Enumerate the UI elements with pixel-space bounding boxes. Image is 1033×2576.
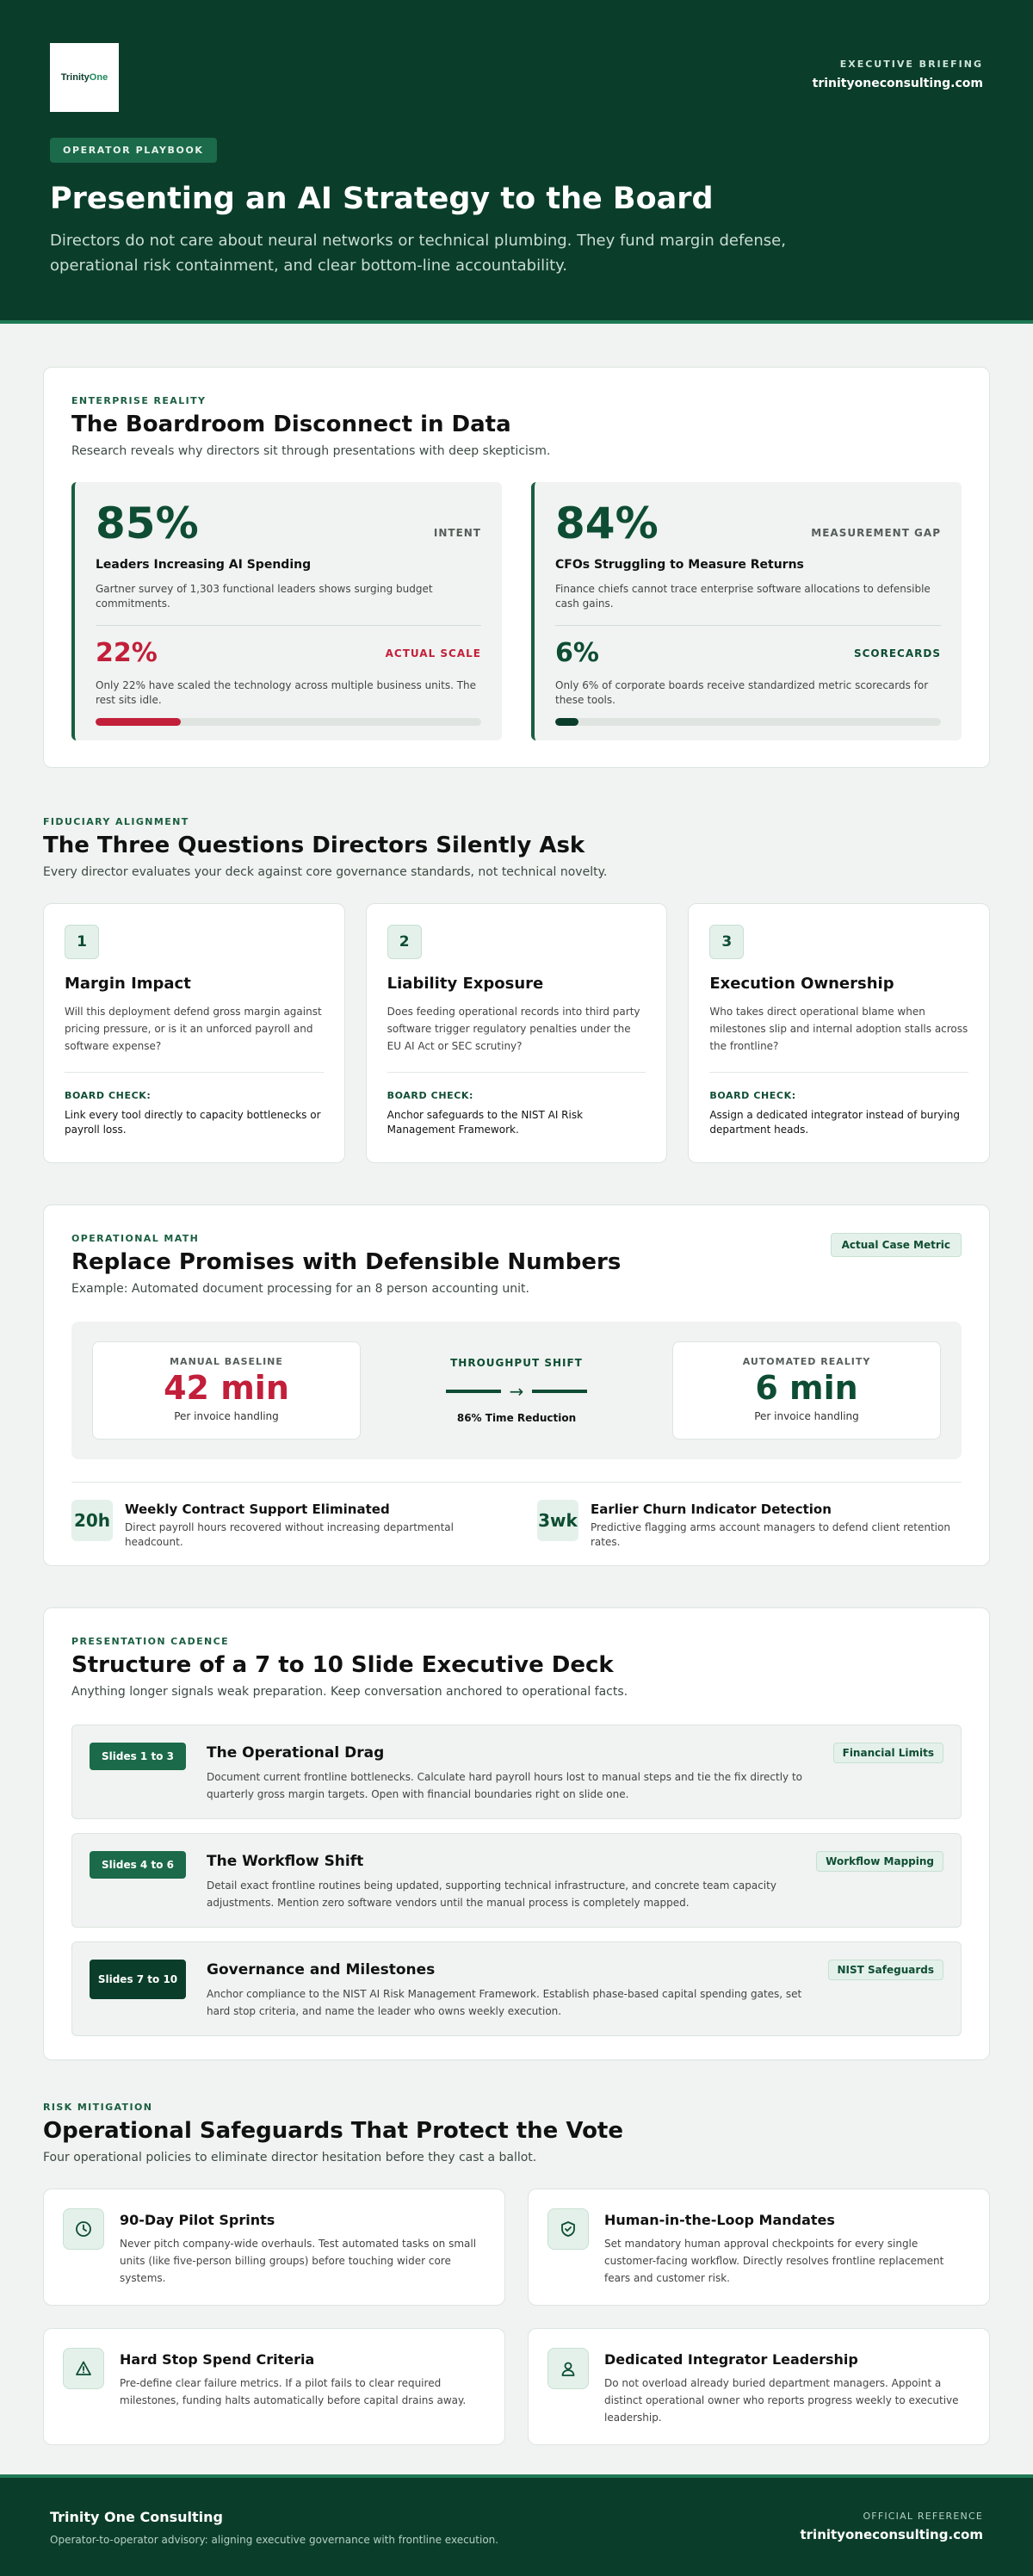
slide-range-badge: Slides 1 to 3 <box>90 1743 186 1770</box>
page-subtitle: Directors do not care about neural networks or technical plumbing. They fund margin defense, operational risk containment, and clear bottom-line accountability. <box>50 232 786 275</box>
safeguard-title: 90-Day Pilot Sprints <box>120 2212 275 2228</box>
safeguard-desc: Do not overload already buried department managers. Appoint a distinct operational owner who reports progress weekly to executive leadership. <box>604 2377 959 2424</box>
question-description: Does feeding operational records into third party software trigger regulatory penalties under the EU AI Act or SEC scrutiny? <box>387 1006 640 1052</box>
manual-baseline-box <box>92 1341 361 1440</box>
stat-card-measurement <box>531 482 962 740</box>
safeguard-title: Hard Stop Spend Criteria <box>120 2351 315 2368</box>
footer <box>0 2474 1033 2576</box>
manual-value: 42 min <box>164 1369 289 1407</box>
safeguard-card-human-loop <box>528 2189 990 2306</box>
safeguard-desc: Set mandatory human approval checkpoints for every single customer-facing workflow. Directly resolves frontline replacement fears and customer risk. <box>604 2238 944 2284</box>
question-card-margin <box>43 903 345 1163</box>
slide-range-badge: Slides 4 to 6 <box>90 1851 186 1879</box>
section-subtitle: Example: Automated document processing for an 8 person accounting unit. <box>71 1282 529 1296</box>
section-title: Structure of a 7 to 10 Slide Executive Deck <box>71 1652 614 1678</box>
safeguard-card-pilot <box>43 2189 505 2306</box>
section-eyebrow: ENTERPRISE REALITY <box>71 395 207 406</box>
question-number: 1 <box>65 925 99 959</box>
mini-metric <box>71 1500 496 1550</box>
question-description: Will this deployment defend gross margin against pricing pressure, or is it an unforced payroll and software expense? <box>65 1006 322 1052</box>
stat-value: 84% <box>555 498 659 548</box>
board-check-text: Anchor safeguards to the NIST AI Risk Management Framework. <box>387 1109 584 1136</box>
shift-label: THROUGHPUT SHIFT <box>450 1357 583 1369</box>
auto-foot: Per invoice handling <box>754 1410 859 1422</box>
safeguard-card-hard-stop <box>43 2328 505 2445</box>
question-title: Liability Exposure <box>387 975 544 993</box>
slide-row <box>71 1833 962 1928</box>
manual-label: MANUAL BASELINE <box>170 1356 283 1367</box>
stat-heading: Leaders Increasing AI Spending <box>96 558 312 572</box>
warning-icon <box>63 2348 104 2389</box>
substat-value: 6% <box>555 638 599 668</box>
stat-tag: INTENT <box>433 527 481 539</box>
section-title: The Boardroom Disconnect in Data <box>71 412 511 437</box>
section-boardroom-disconnect <box>43 367 990 768</box>
slide-row-desc: Anchor compliance to the NIST AI Risk Management Framework. Establish phase-based capital spending gates, set hard stop criteria, and name the leader who owns weekly execution. <box>207 1988 802 2017</box>
slide-row-title: Governance and Milestones <box>207 1961 436 1978</box>
footer-tagline: Operator-to-operator advisory: aligning executive governance with frontline execution. <box>50 2534 499 2546</box>
section-safeguards <box>43 2102 990 2445</box>
stat-description: Finance chiefs cannot trace enterprise software allocations to defensible cash gains. <box>555 583 931 610</box>
mini-metric-title: Weekly Contract Support Eliminated <box>125 1502 390 1517</box>
header-meta <box>813 59 983 90</box>
briefing-label: EXECUTIVE BRIEFING <box>839 59 983 70</box>
mini-metric-badge: 20h <box>71 1500 113 1541</box>
slide-row-desc: Document current frontline bottlenecks. Calculate hard payroll hours lost to manual steps and tie the fix directly to quarterly gross margin targets. Open with financial boundaries right on slide one. <box>207 1771 802 1800</box>
shift-reduction: 86% Time Reduction <box>456 1412 577 1424</box>
stat-tag: MEASUREMENT GAP <box>811 527 941 539</box>
slide-row-tag: Workflow Mapping <box>816 1851 943 1872</box>
section-three-questions <box>43 816 990 1163</box>
question-card-liability <box>366 903 668 1163</box>
section-eyebrow: OPERATIONAL MATH <box>71 1233 200 1244</box>
throughput-shift <box>413 1357 620 1424</box>
progress-bar-fill <box>555 718 578 726</box>
board-check-text: Link every tool directly to capacity bottlenecks or payroll loss. <box>65 1109 321 1136</box>
section-title: The Three Questions Directors Silently Ask <box>43 833 585 858</box>
slide-row <box>71 1941 962 2036</box>
logo <box>50 43 119 112</box>
auto-label: AUTOMATED REALITY <box>742 1356 871 1367</box>
substat-description: Only 22% have scaled the technology across multiple business units. The rest sits idle. <box>96 679 477 706</box>
safeguard-card-integrator <box>528 2328 990 2445</box>
logo-text-b: One <box>89 72 108 83</box>
question-number: 3 <box>709 925 744 959</box>
footer-brand: Trinity One Consulting <box>50 2509 223 2525</box>
question-title: Margin Impact <box>65 975 191 993</box>
safeguard-desc: Pre-define clear failure metrics. If a pilot fails to clear required milestones, funding halts automatically before capital drains away. <box>120 2377 467 2406</box>
automated-reality-box <box>672 1341 941 1440</box>
section-subtitle: Research reveals why directors sit through presentations with deep skepticism. <box>71 444 551 458</box>
section-eyebrow: PRESENTATION CADENCE <box>71 1636 230 1647</box>
auto-value: 6 min <box>755 1369 858 1407</box>
question-description: Who takes direct operational blame when milestones slip and internal adoption stalls across the frontline? <box>709 1006 968 1052</box>
section-defensible-numbers <box>43 1204 990 1566</box>
person-icon <box>547 2348 589 2389</box>
progress-bar <box>96 718 481 726</box>
manual-foot: Per invoice handling <box>174 1410 279 1422</box>
shield-check-icon <box>547 2208 589 2250</box>
mini-metric-badge: 3wk <box>537 1500 578 1541</box>
stat-heading: CFOs Struggling to Measure Returns <box>555 558 804 572</box>
safeguard-title: Human-in-the-Loop Mandates <box>604 2212 835 2228</box>
slide-row <box>71 1725 962 1819</box>
section-subtitle: Anything longer signals weak preparation. Keep conversation anchored to operational facts. <box>71 1685 628 1699</box>
section-subtitle: Every director evaluates your deck against core governance standards, not technical novelty. <box>43 865 608 879</box>
slide-range-badge: Slides 7 to 10 <box>90 1960 186 1999</box>
section-deck-structure <box>43 1607 990 2060</box>
section-subtitle: Four operational policies to eliminate director hesitation before they cast a ballot. <box>43 2151 537 2164</box>
arrow-right-icon: → <box>509 1381 524 1402</box>
board-check-label: BOARD CHECK: <box>387 1090 474 1101</box>
mini-metric-desc: Direct payroll hours recovered without increasing departmental headcount. <box>125 1521 454 1548</box>
slide-row-desc: Detail exact frontline routines being updated, supporting technical infrastructure, and concrete team capacity adjustments. Mention zero software vendors until the manual process is completely mapped. <box>207 1879 776 1909</box>
clock-icon <box>63 2208 104 2250</box>
stat-description: Gartner survey of 1,303 functional leaders shows surging budget commitments. <box>96 583 433 610</box>
section-eyebrow: FIDUCIARY ALIGNMENT <box>43 816 189 827</box>
footer-reference-label: OFFICIAL REFERENCE <box>863 2511 983 2522</box>
question-card-ownership <box>688 903 990 1163</box>
mini-metric-desc: Predictive flagging arms account managers to defend client retention rates. <box>591 1521 950 1548</box>
substat-description: Only 6% of corporate boards receive standardized metric scorecards for these tools. <box>555 679 929 706</box>
header <box>0 0 1033 324</box>
case-metric-badge: Actual Case Metric <box>831 1233 962 1257</box>
safeguard-desc: Never pitch company-wide overhauls. Test automated tasks on small units (like five-person billing groups) before touching wider core systems. <box>120 2238 477 2284</box>
substat-value: 22% <box>96 638 158 668</box>
stat-card-spending <box>71 482 502 740</box>
slide-row-tag: Financial Limits <box>833 1743 943 1763</box>
question-number: 2 <box>387 925 422 959</box>
substat-tag: ACTUAL SCALE <box>385 647 481 659</box>
section-eyebrow: RISK MITIGATION <box>43 2102 153 2113</box>
progress-bar-fill <box>96 718 181 726</box>
footer-site-link[interactable]: trinityoneconsulting.com <box>800 2527 983 2542</box>
progress-bar <box>555 718 941 726</box>
slide-row-title: The Workflow Shift <box>207 1853 364 1870</box>
safeguard-title: Dedicated Integrator Leadership <box>604 2351 858 2368</box>
stat-value: 85% <box>96 498 199 548</box>
board-check-label: BOARD CHECK: <box>65 1090 152 1101</box>
section-title: Operational Safeguards That Protect the Vote <box>43 2118 623 2144</box>
mini-metric-title: Earlier Churn Indicator Detection <box>591 1502 832 1517</box>
board-check-text: Assign a dedicated integrator instead of burying department heads. <box>709 1109 961 1136</box>
slide-row-title: The Operational Drag <box>207 1744 385 1762</box>
header-site-link[interactable]: trinityoneconsulting.com <box>812 77 983 90</box>
slide-row-tag: NIST Safeguards <box>828 1960 944 1980</box>
mini-metric <box>537 1500 962 1550</box>
comparison-panel <box>71 1322 962 1459</box>
playbook-badge: OPERATOR PLAYBOOK <box>50 138 217 163</box>
main-content <box>0 324 1033 2474</box>
page-title: Presenting an AI Strategy to the Board <box>50 182 714 216</box>
section-title: Replace Promises with Defensible Numbers <box>71 1249 622 1275</box>
board-check-label: BOARD CHECK: <box>709 1090 796 1101</box>
question-title: Execution Ownership <box>709 975 894 993</box>
substat-tag: SCORECARDS <box>853 647 941 659</box>
logo-text-a: Trinity <box>60 72 90 83</box>
